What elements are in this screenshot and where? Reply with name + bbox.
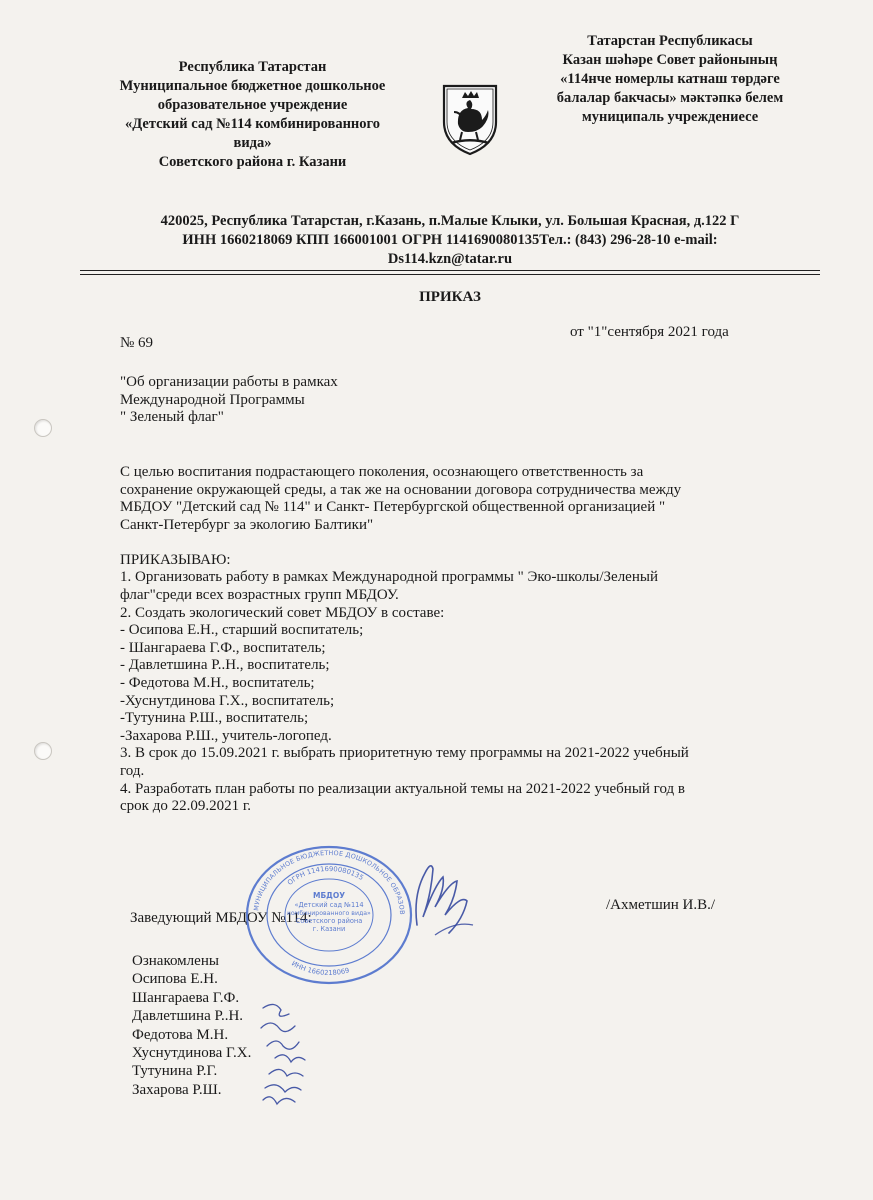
order-number: № 69: [120, 335, 154, 351]
acknowledged-title: Ознакомлены: [132, 953, 219, 969]
stamp-inner-text: ОГРН 1141690080135: [285, 864, 365, 887]
header-left: [80, 58, 425, 172]
header-right: [505, 32, 835, 127]
body-line: -Хуснутдинова Г.Х., воспитатель;: [120, 692, 335, 709]
stamp-center-line: г. Казани: [312, 925, 346, 933]
body-line: -Тутунина Р.Ш., воспитатель;: [120, 710, 309, 727]
body-line: 2. Создать экологический совет МБДОУ в составе:: [120, 604, 445, 621]
body-line: 3. В срок до 15.09.2021 г. выбрать приоритетную тему программы на 2021-2022 учебный: [120, 745, 689, 762]
stamp-center-line: МБДОУ: [312, 891, 346, 900]
order-title: ПРИКАЗ: [419, 289, 481, 305]
punch-hole: [34, 419, 52, 437]
address-line-3: Ds114.kzn@tatar.ru: [387, 251, 513, 267]
acknowledged-name: Федотова М.Н.: [132, 1026, 229, 1043]
header-right-line: муниципаль учреждениесе: [581, 109, 759, 125]
acknowledged-name: Хуснутдинова Г.Х.: [132, 1045, 252, 1062]
acknowledged-name: Осипова Е.Н.: [132, 971, 218, 988]
acknowledged-name: Тутунина Р.Г.: [132, 1063, 218, 1080]
signature-name: /Ахметшин И.В./: [606, 897, 716, 913]
acknowledged-name: Давлетшина Р..Н.: [132, 1008, 244, 1025]
body-line: сохранение окружающей среды, а так же на основании договора сотрудничества между: [120, 481, 682, 498]
header-left-line: Муниципальное бюджетное дошкольное: [119, 78, 386, 94]
subject-line: Международной Программы: [120, 391, 305, 408]
director-signature-icon: [405, 855, 480, 940]
order-date: от "1"сентября 2021 года: [570, 324, 729, 340]
body-line: С целью воспитания подрастающего поколения, осознающего ответственность за: [120, 464, 644, 480]
body-line: - Осипова Е.Н., старший воспитатель;: [120, 622, 364, 639]
stamp-ring-text: МУНИЦИПАЛЬНОЕ БЮДЖЕТНОЕ ДОШКОЛЬНОЕ ОБРАЗОВАТЕЛЬНОЕ УЧРЕЖДЕНИЕ: [240, 839, 407, 915]
stamp-center-line: комбинированного вида»: [287, 910, 371, 917]
header-left-line: Советского района г. Казани: [158, 154, 347, 170]
address-line-1: 420025, Республика Татарстан, г.Казань, п.Малые Клыки, ул. Большая Красная, д.122 Г: [160, 213, 740, 229]
header-left-line: вида»: [233, 135, 272, 151]
stamp-center-line: Советского района: [295, 917, 363, 925]
official-stamp: [240, 839, 414, 985]
body-line: [120, 534, 689, 552]
body-line: - Шангараева Г.Ф., воспитатель;: [120, 639, 326, 656]
header-right-line: «114нче номерлы катнаш төрдәге: [560, 71, 780, 87]
subject-line: "Об организации работы в рамках: [120, 374, 338, 390]
header-left-line: Республика Татарстан: [178, 59, 327, 75]
body-line: МБДОУ "Детский сад № 114" и Санкт- Петербургской общественной организацией ": [120, 499, 666, 516]
header-right-line: Татарстан Республикасы: [587, 33, 753, 49]
signature-position: Заведующий МБДОУ №114:: [130, 910, 312, 926]
body-line: срок до 22.09.2021 г.: [120, 798, 252, 815]
acknowledged-name: Шангараева Г.Ф.: [132, 989, 240, 1006]
body-line: Санкт-Петербург за экологию Балтики": [120, 516, 374, 533]
body-line: - Давлетшина Р..Н., воспитатель;: [120, 657, 330, 674]
acknowledgement-signatures-icon: [255, 1000, 330, 1110]
header-right-line: балалар бакчасы» мәктәпкә белем: [556, 90, 784, 106]
order-body: [120, 464, 689, 816]
acknowledged-name: Захарова Р.Ш.: [132, 1081, 222, 1098]
coat-of-arms-icon: [440, 82, 500, 157]
body-line: -Захарова Р.Ш., учитель-логопед.: [120, 727, 332, 744]
body-line: флаг"среди всех возрастных групп МБДОУ.: [120, 587, 399, 604]
body-line: 4. Разработать план работы по реализации актуальной темы на 2021-2022 учебный год в: [120, 780, 685, 797]
header-left-line: образовательное учреждение: [157, 97, 348, 113]
subject-line: " Зеленый флаг": [120, 409, 224, 425]
body-line: 1. Организовать работу в рамках Международной программы " Эко-школы/Зеленый: [120, 569, 658, 586]
body-line: ПРИКАЗЫВАЮ:: [120, 551, 231, 568]
header-left-line: «Детский сад №114 комбинированного: [124, 116, 381, 132]
acknowledged-list: [132, 952, 251, 1099]
punch-hole: [34, 742, 52, 760]
header-right-line: Казан шәһәре Совет районының: [562, 52, 778, 68]
header-divider: [80, 270, 820, 271]
header-divider-thin: [80, 274, 820, 275]
address-line-2: ИНН 1660218069 КПП 166001001 ОГРН 1141690080135Тел.: (843) 296-28-10 e-mail:: [182, 232, 718, 248]
stamp-center-line: «Детский сад №114: [294, 901, 364, 909]
body-line: год.: [120, 763, 145, 779]
order-subject: [120, 374, 338, 427]
body-line: - Федотова М.Н., воспитатель;: [120, 675, 315, 692]
kazan-coat-of-arms-icon: [440, 82, 500, 157]
stamp-bottom-text: ИНН 1660218069: [290, 959, 351, 978]
